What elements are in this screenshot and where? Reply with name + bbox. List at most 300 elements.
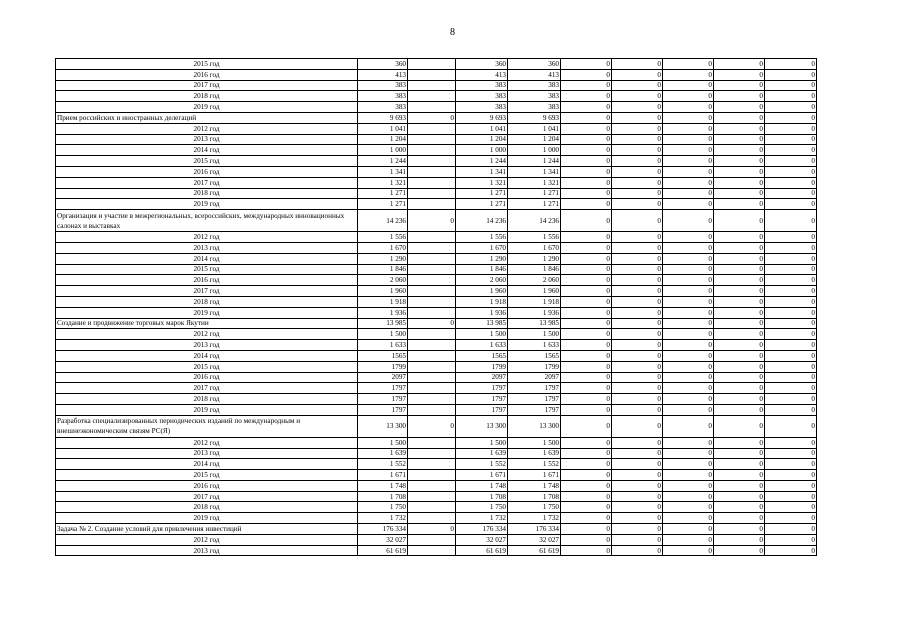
cell-col-1: 1 321 <box>358 177 408 188</box>
year-row <box>56 188 817 199</box>
cell-col-8: 0 <box>714 188 765 199</box>
cell-col-8: 0 <box>714 264 765 275</box>
cell-col-7: 0 <box>663 166 714 177</box>
cell-col-4: 1797 <box>508 394 561 405</box>
year-label: 2017 год <box>56 491 358 502</box>
cell-col-2 <box>408 448 456 459</box>
cell-col-8: 0 <box>714 275 765 286</box>
cell-col-9: 0 <box>765 318 817 329</box>
cell-col-8: 0 <box>714 524 765 535</box>
year-label: 2016 год <box>56 480 358 491</box>
year-label: 2016 год <box>56 69 358 80</box>
cell-col-1: 32 027 <box>358 534 408 545</box>
year-label: 2019 год <box>56 307 358 318</box>
cell-col-6: 0 <box>612 383 663 394</box>
cell-col-6: 0 <box>612 156 663 167</box>
cell-col-1: 1 341 <box>358 166 408 177</box>
cell-col-7: 0 <box>663 242 714 253</box>
cell-col-4: 176 334 <box>508 524 561 535</box>
cell-col-6: 0 <box>612 340 663 351</box>
cell-col-4: 1 204 <box>508 134 561 145</box>
year-label: 2017 год <box>56 286 358 297</box>
cell-col-1: 9 693 <box>358 112 408 123</box>
cell-col-7: 0 <box>663 199 714 210</box>
cell-col-5: 0 <box>561 69 612 80</box>
year-label: 2014 год <box>56 459 358 470</box>
cell-col-4: 1 639 <box>508 448 561 459</box>
year-row <box>56 502 817 513</box>
year-label: 2019 год <box>56 102 358 113</box>
cell-col-3: 1 271 <box>456 188 508 199</box>
cell-col-6: 0 <box>612 394 663 405</box>
cell-col-8: 0 <box>714 394 765 405</box>
cell-col-4: 1 000 <box>508 145 561 156</box>
cell-col-8: 0 <box>714 69 765 80</box>
category-row <box>56 210 817 232</box>
year-row <box>56 459 817 470</box>
cell-col-4: 1 321 <box>508 177 561 188</box>
cell-col-9: 0 <box>765 350 817 361</box>
category-label: Прием российских и иностранных делегаций <box>56 112 358 123</box>
cell-col-7: 0 <box>663 329 714 340</box>
cell-col-7: 0 <box>663 296 714 307</box>
year-label: 2013 год <box>56 242 358 253</box>
cell-col-4: 1 271 <box>508 199 561 210</box>
cell-col-7: 0 <box>663 210 714 232</box>
cell-col-8: 0 <box>714 134 765 145</box>
cell-col-5: 0 <box>561 502 612 513</box>
year-row <box>56 534 817 545</box>
cell-col-9: 0 <box>765 361 817 372</box>
cell-col-9: 0 <box>765 329 817 340</box>
cell-col-9: 0 <box>765 242 817 253</box>
cell-col-7: 0 <box>663 102 714 113</box>
cell-col-3: 1 244 <box>456 156 508 167</box>
cell-col-5: 0 <box>561 437 612 448</box>
cell-col-9: 0 <box>765 275 817 286</box>
cell-col-7: 0 <box>663 91 714 102</box>
year-row <box>56 177 817 188</box>
cell-col-4: 1 708 <box>508 491 561 502</box>
cell-col-3: 1 321 <box>456 177 508 188</box>
cell-col-3: 383 <box>456 91 508 102</box>
cell-col-2: 0 <box>408 415 456 437</box>
cell-col-7: 0 <box>663 156 714 167</box>
cell-col-9: 0 <box>765 177 817 188</box>
year-label: 2017 год <box>56 177 358 188</box>
year-label: 2019 год <box>56 199 358 210</box>
cell-col-7: 0 <box>663 372 714 383</box>
year-row <box>56 491 817 502</box>
cell-col-7: 0 <box>663 286 714 297</box>
cell-col-9: 0 <box>765 188 817 199</box>
year-label: 2015 год <box>56 59 358 70</box>
cell-col-1: 1 670 <box>358 242 408 253</box>
cell-col-5: 0 <box>561 545 612 556</box>
cell-col-9: 0 <box>765 69 817 80</box>
cell-col-8: 0 <box>714 340 765 351</box>
cell-col-8: 0 <box>714 253 765 264</box>
cell-col-3: 1 750 <box>456 502 508 513</box>
cell-col-7: 0 <box>663 404 714 415</box>
cell-col-6: 0 <box>612 545 663 556</box>
year-row <box>56 286 817 297</box>
year-row <box>56 350 817 361</box>
cell-col-6: 0 <box>612 112 663 123</box>
year-label: 2018 год <box>56 188 358 199</box>
cell-col-3: 1 960 <box>456 286 508 297</box>
cell-col-6: 0 <box>612 459 663 470</box>
cell-col-9: 0 <box>765 102 817 113</box>
cell-col-8: 0 <box>714 534 765 545</box>
cell-col-2 <box>408 459 456 470</box>
cell-col-1: 13 985 <box>358 318 408 329</box>
cell-col-5: 0 <box>561 112 612 123</box>
cell-col-2 <box>408 145 456 156</box>
cell-col-6: 0 <box>612 275 663 286</box>
year-label: 2013 год <box>56 340 358 351</box>
cell-col-1: 1 552 <box>358 459 408 470</box>
year-row <box>56 264 817 275</box>
cell-col-2 <box>408 502 456 513</box>
cell-col-2 <box>408 361 456 372</box>
cell-col-2 <box>408 59 456 70</box>
cell-col-4: 1 671 <box>508 470 561 481</box>
cell-col-1: 13 300 <box>358 415 408 437</box>
cell-col-3: 1797 <box>456 404 508 415</box>
category-row <box>56 415 817 437</box>
cell-col-5: 0 <box>561 394 612 405</box>
category-row <box>56 112 817 123</box>
year-row <box>56 296 817 307</box>
cell-col-2 <box>408 134 456 145</box>
cell-col-2 <box>408 383 456 394</box>
cell-col-1: 1797 <box>358 404 408 415</box>
cell-col-4: 32 027 <box>508 534 561 545</box>
cell-col-6: 0 <box>612 286 663 297</box>
category-label: Задача № 2. Создание условий для привлечения инвестиций <box>56 524 358 535</box>
cell-col-4: 2 060 <box>508 275 561 286</box>
cell-col-3: 383 <box>456 80 508 91</box>
cell-col-9: 0 <box>765 394 817 405</box>
cell-col-7: 0 <box>663 188 714 199</box>
cell-col-1: 383 <box>358 91 408 102</box>
cell-col-7: 0 <box>663 502 714 513</box>
cell-col-5: 0 <box>561 232 612 243</box>
cell-col-2 <box>408 156 456 167</box>
cell-col-6: 0 <box>612 307 663 318</box>
cell-col-1: 1 732 <box>358 513 408 524</box>
year-row <box>56 242 817 253</box>
cell-col-4: 13 985 <box>508 318 561 329</box>
cell-col-5: 0 <box>561 534 612 545</box>
cell-col-7: 0 <box>663 177 714 188</box>
year-label: 2015 год <box>56 264 358 275</box>
cell-col-6: 0 <box>612 372 663 383</box>
cell-col-8: 0 <box>714 415 765 437</box>
cell-col-9: 0 <box>765 415 817 437</box>
cell-col-2 <box>408 188 456 199</box>
cell-col-8: 0 <box>714 145 765 156</box>
year-label: 2019 год <box>56 404 358 415</box>
cell-col-3: 383 <box>456 102 508 113</box>
cell-col-8: 0 <box>714 307 765 318</box>
cell-col-5: 0 <box>561 59 612 70</box>
cell-col-3: 1 708 <box>456 491 508 502</box>
cell-col-1: 1 041 <box>358 123 408 134</box>
cell-col-6: 0 <box>612 188 663 199</box>
cell-col-4: 1 341 <box>508 166 561 177</box>
year-label: 2017 год <box>56 80 358 91</box>
cell-col-4: 1 500 <box>508 437 561 448</box>
cell-col-5: 0 <box>561 145 612 156</box>
cell-col-5: 0 <box>561 156 612 167</box>
cell-col-6: 0 <box>612 470 663 481</box>
cell-col-9: 0 <box>765 232 817 243</box>
cell-col-5: 0 <box>561 307 612 318</box>
cell-col-2 <box>408 123 456 134</box>
year-label: 2018 год <box>56 296 358 307</box>
cell-col-7: 0 <box>663 545 714 556</box>
cell-col-8: 0 <box>714 286 765 297</box>
cell-col-7: 0 <box>663 80 714 91</box>
budget-table <box>55 58 817 556</box>
cell-col-5: 0 <box>561 296 612 307</box>
cell-col-9: 0 <box>765 296 817 307</box>
cell-col-8: 0 <box>714 404 765 415</box>
cell-col-9: 0 <box>765 286 817 297</box>
cell-col-8: 0 <box>714 329 765 340</box>
cell-col-2 <box>408 253 456 264</box>
cell-col-7: 0 <box>663 394 714 405</box>
year-row <box>56 437 817 448</box>
cell-col-6: 0 <box>612 134 663 145</box>
cell-col-4: 1 271 <box>508 188 561 199</box>
cell-col-6: 0 <box>612 513 663 524</box>
cell-col-1: 383 <box>358 102 408 113</box>
year-row <box>56 480 817 491</box>
cell-col-8: 0 <box>714 437 765 448</box>
cell-col-1: 1 918 <box>358 296 408 307</box>
cell-col-7: 0 <box>663 253 714 264</box>
cell-col-7: 0 <box>663 145 714 156</box>
cell-col-6: 0 <box>612 502 663 513</box>
cell-col-1: 1797 <box>358 394 408 405</box>
cell-col-1: 1 244 <box>358 156 408 167</box>
cell-col-9: 0 <box>765 448 817 459</box>
cell-col-9: 0 <box>765 534 817 545</box>
cell-col-7: 0 <box>663 524 714 535</box>
cell-col-6: 0 <box>612 145 663 156</box>
cell-col-8: 0 <box>714 372 765 383</box>
cell-col-4: 13 300 <box>508 415 561 437</box>
cell-col-5: 0 <box>561 264 612 275</box>
cell-col-9: 0 <box>765 307 817 318</box>
cell-col-9: 0 <box>765 166 817 177</box>
cell-col-4: 1 748 <box>508 480 561 491</box>
cell-col-8: 0 <box>714 491 765 502</box>
cell-col-3: 1 936 <box>456 307 508 318</box>
cell-col-7: 0 <box>663 134 714 145</box>
year-row <box>56 513 817 524</box>
cell-col-5: 0 <box>561 102 612 113</box>
cell-col-9: 0 <box>765 491 817 502</box>
category-label: Разработка специализированных периодических изданий по международным и внешнеэкономическим связям РС(Я) <box>56 415 358 437</box>
cell-col-5: 0 <box>561 372 612 383</box>
cell-col-3: 1 846 <box>456 264 508 275</box>
cell-col-1: 1 271 <box>358 199 408 210</box>
cell-col-3: 1 290 <box>456 253 508 264</box>
cell-col-4: 1 556 <box>508 232 561 243</box>
cell-col-5: 0 <box>561 80 612 91</box>
cell-col-6: 0 <box>612 199 663 210</box>
cell-col-8: 0 <box>714 232 765 243</box>
cell-col-5: 0 <box>561 350 612 361</box>
cell-col-2 <box>408 340 456 351</box>
cell-col-3: 1799 <box>456 361 508 372</box>
cell-col-7: 0 <box>663 361 714 372</box>
year-label: 2013 год <box>56 448 358 459</box>
cell-col-7: 0 <box>663 491 714 502</box>
cell-col-2 <box>408 513 456 524</box>
cell-col-9: 0 <box>765 199 817 210</box>
cell-col-4: 9 693 <box>508 112 561 123</box>
cell-col-4: 61 619 <box>508 545 561 556</box>
cell-col-6: 0 <box>612 491 663 502</box>
cell-col-6: 0 <box>612 210 663 232</box>
cell-col-6: 0 <box>612 361 663 372</box>
cell-col-3: 1 639 <box>456 448 508 459</box>
cell-col-8: 0 <box>714 91 765 102</box>
year-label: 2013 год <box>56 545 358 556</box>
cell-col-6: 0 <box>612 91 663 102</box>
cell-col-6: 0 <box>612 318 663 329</box>
cell-col-6: 0 <box>612 253 663 264</box>
cell-col-2 <box>408 329 456 340</box>
cell-col-2 <box>408 491 456 502</box>
cell-col-1: 1 204 <box>358 134 408 145</box>
cell-col-4: 1565 <box>508 350 561 361</box>
cell-col-1: 1 708 <box>358 491 408 502</box>
cell-col-6: 0 <box>612 232 663 243</box>
cell-col-2 <box>408 275 456 286</box>
year-row <box>56 91 817 102</box>
year-label: 2014 год <box>56 253 358 264</box>
year-row <box>56 394 817 405</box>
cell-col-8: 0 <box>714 59 765 70</box>
cell-col-7: 0 <box>663 415 714 437</box>
cell-col-4: 1 244 <box>508 156 561 167</box>
cell-col-3: 1 671 <box>456 470 508 481</box>
cell-col-8: 0 <box>714 361 765 372</box>
cell-col-2: 0 <box>408 112 456 123</box>
cell-col-2 <box>408 166 456 177</box>
cell-col-3: 1 552 <box>456 459 508 470</box>
cell-col-8: 0 <box>714 156 765 167</box>
cell-col-9: 0 <box>765 123 817 134</box>
year-label: 2012 год <box>56 232 358 243</box>
year-label: 2013 год <box>56 134 358 145</box>
cell-col-4: 1 633 <box>508 340 561 351</box>
cell-col-6: 0 <box>612 350 663 361</box>
cell-col-1: 1 500 <box>358 437 408 448</box>
cell-col-8: 0 <box>714 480 765 491</box>
cell-col-1: 360 <box>358 59 408 70</box>
cell-col-8: 0 <box>714 210 765 232</box>
cell-col-1: 1565 <box>358 350 408 361</box>
cell-col-3: 1 732 <box>456 513 508 524</box>
cell-col-6: 0 <box>612 166 663 177</box>
cell-col-5: 0 <box>561 318 612 329</box>
cell-col-6: 0 <box>612 242 663 253</box>
cell-col-5: 0 <box>561 340 612 351</box>
cell-col-7: 0 <box>663 275 714 286</box>
cell-col-3: 413 <box>456 69 508 80</box>
cell-col-7: 0 <box>663 340 714 351</box>
cell-col-6: 0 <box>612 415 663 437</box>
cell-col-1: 1 500 <box>358 329 408 340</box>
year-row <box>56 448 817 459</box>
cell-col-3: 360 <box>456 59 508 70</box>
cell-col-5: 0 <box>561 470 612 481</box>
cell-col-7: 0 <box>663 534 714 545</box>
cell-col-9: 0 <box>765 437 817 448</box>
cell-col-3: 1797 <box>456 394 508 405</box>
cell-col-6: 0 <box>612 102 663 113</box>
cell-col-8: 0 <box>714 296 765 307</box>
year-label: 2012 год <box>56 437 358 448</box>
cell-col-5: 0 <box>561 242 612 253</box>
cell-col-9: 0 <box>765 210 817 232</box>
cell-col-8: 0 <box>714 318 765 329</box>
cell-col-4: 1799 <box>508 361 561 372</box>
cell-col-7: 0 <box>663 513 714 524</box>
cell-col-7: 0 <box>663 59 714 70</box>
cell-col-7: 0 <box>663 470 714 481</box>
cell-col-6: 0 <box>612 80 663 91</box>
cell-col-1: 1 671 <box>358 470 408 481</box>
cell-col-9: 0 <box>765 145 817 156</box>
cell-col-6: 0 <box>612 534 663 545</box>
cell-col-3: 1 748 <box>456 480 508 491</box>
cell-col-5: 0 <box>561 361 612 372</box>
cell-col-4: 1 290 <box>508 253 561 264</box>
cell-col-6: 0 <box>612 123 663 134</box>
cell-col-6: 0 <box>612 524 663 535</box>
cell-col-5: 0 <box>561 91 612 102</box>
category-row <box>56 318 817 329</box>
cell-col-9: 0 <box>765 480 817 491</box>
cell-col-8: 0 <box>714 123 765 134</box>
cell-col-9: 0 <box>765 134 817 145</box>
cell-col-9: 0 <box>765 264 817 275</box>
cell-col-4: 1 041 <box>508 123 561 134</box>
year-row <box>56 232 817 243</box>
year-row <box>56 80 817 91</box>
cell-col-1: 1 960 <box>358 286 408 297</box>
cell-col-3: 1 918 <box>456 296 508 307</box>
cell-col-5: 0 <box>561 134 612 145</box>
cell-col-5: 0 <box>561 177 612 188</box>
cell-col-5: 0 <box>561 491 612 502</box>
cell-col-3: 1565 <box>456 350 508 361</box>
cell-col-6: 0 <box>612 404 663 415</box>
year-row <box>56 404 817 415</box>
cell-col-5: 0 <box>561 448 612 459</box>
cell-col-4: 14 236 <box>508 210 561 232</box>
page-number: 8 <box>450 27 455 38</box>
cell-col-1: 1 556 <box>358 232 408 243</box>
